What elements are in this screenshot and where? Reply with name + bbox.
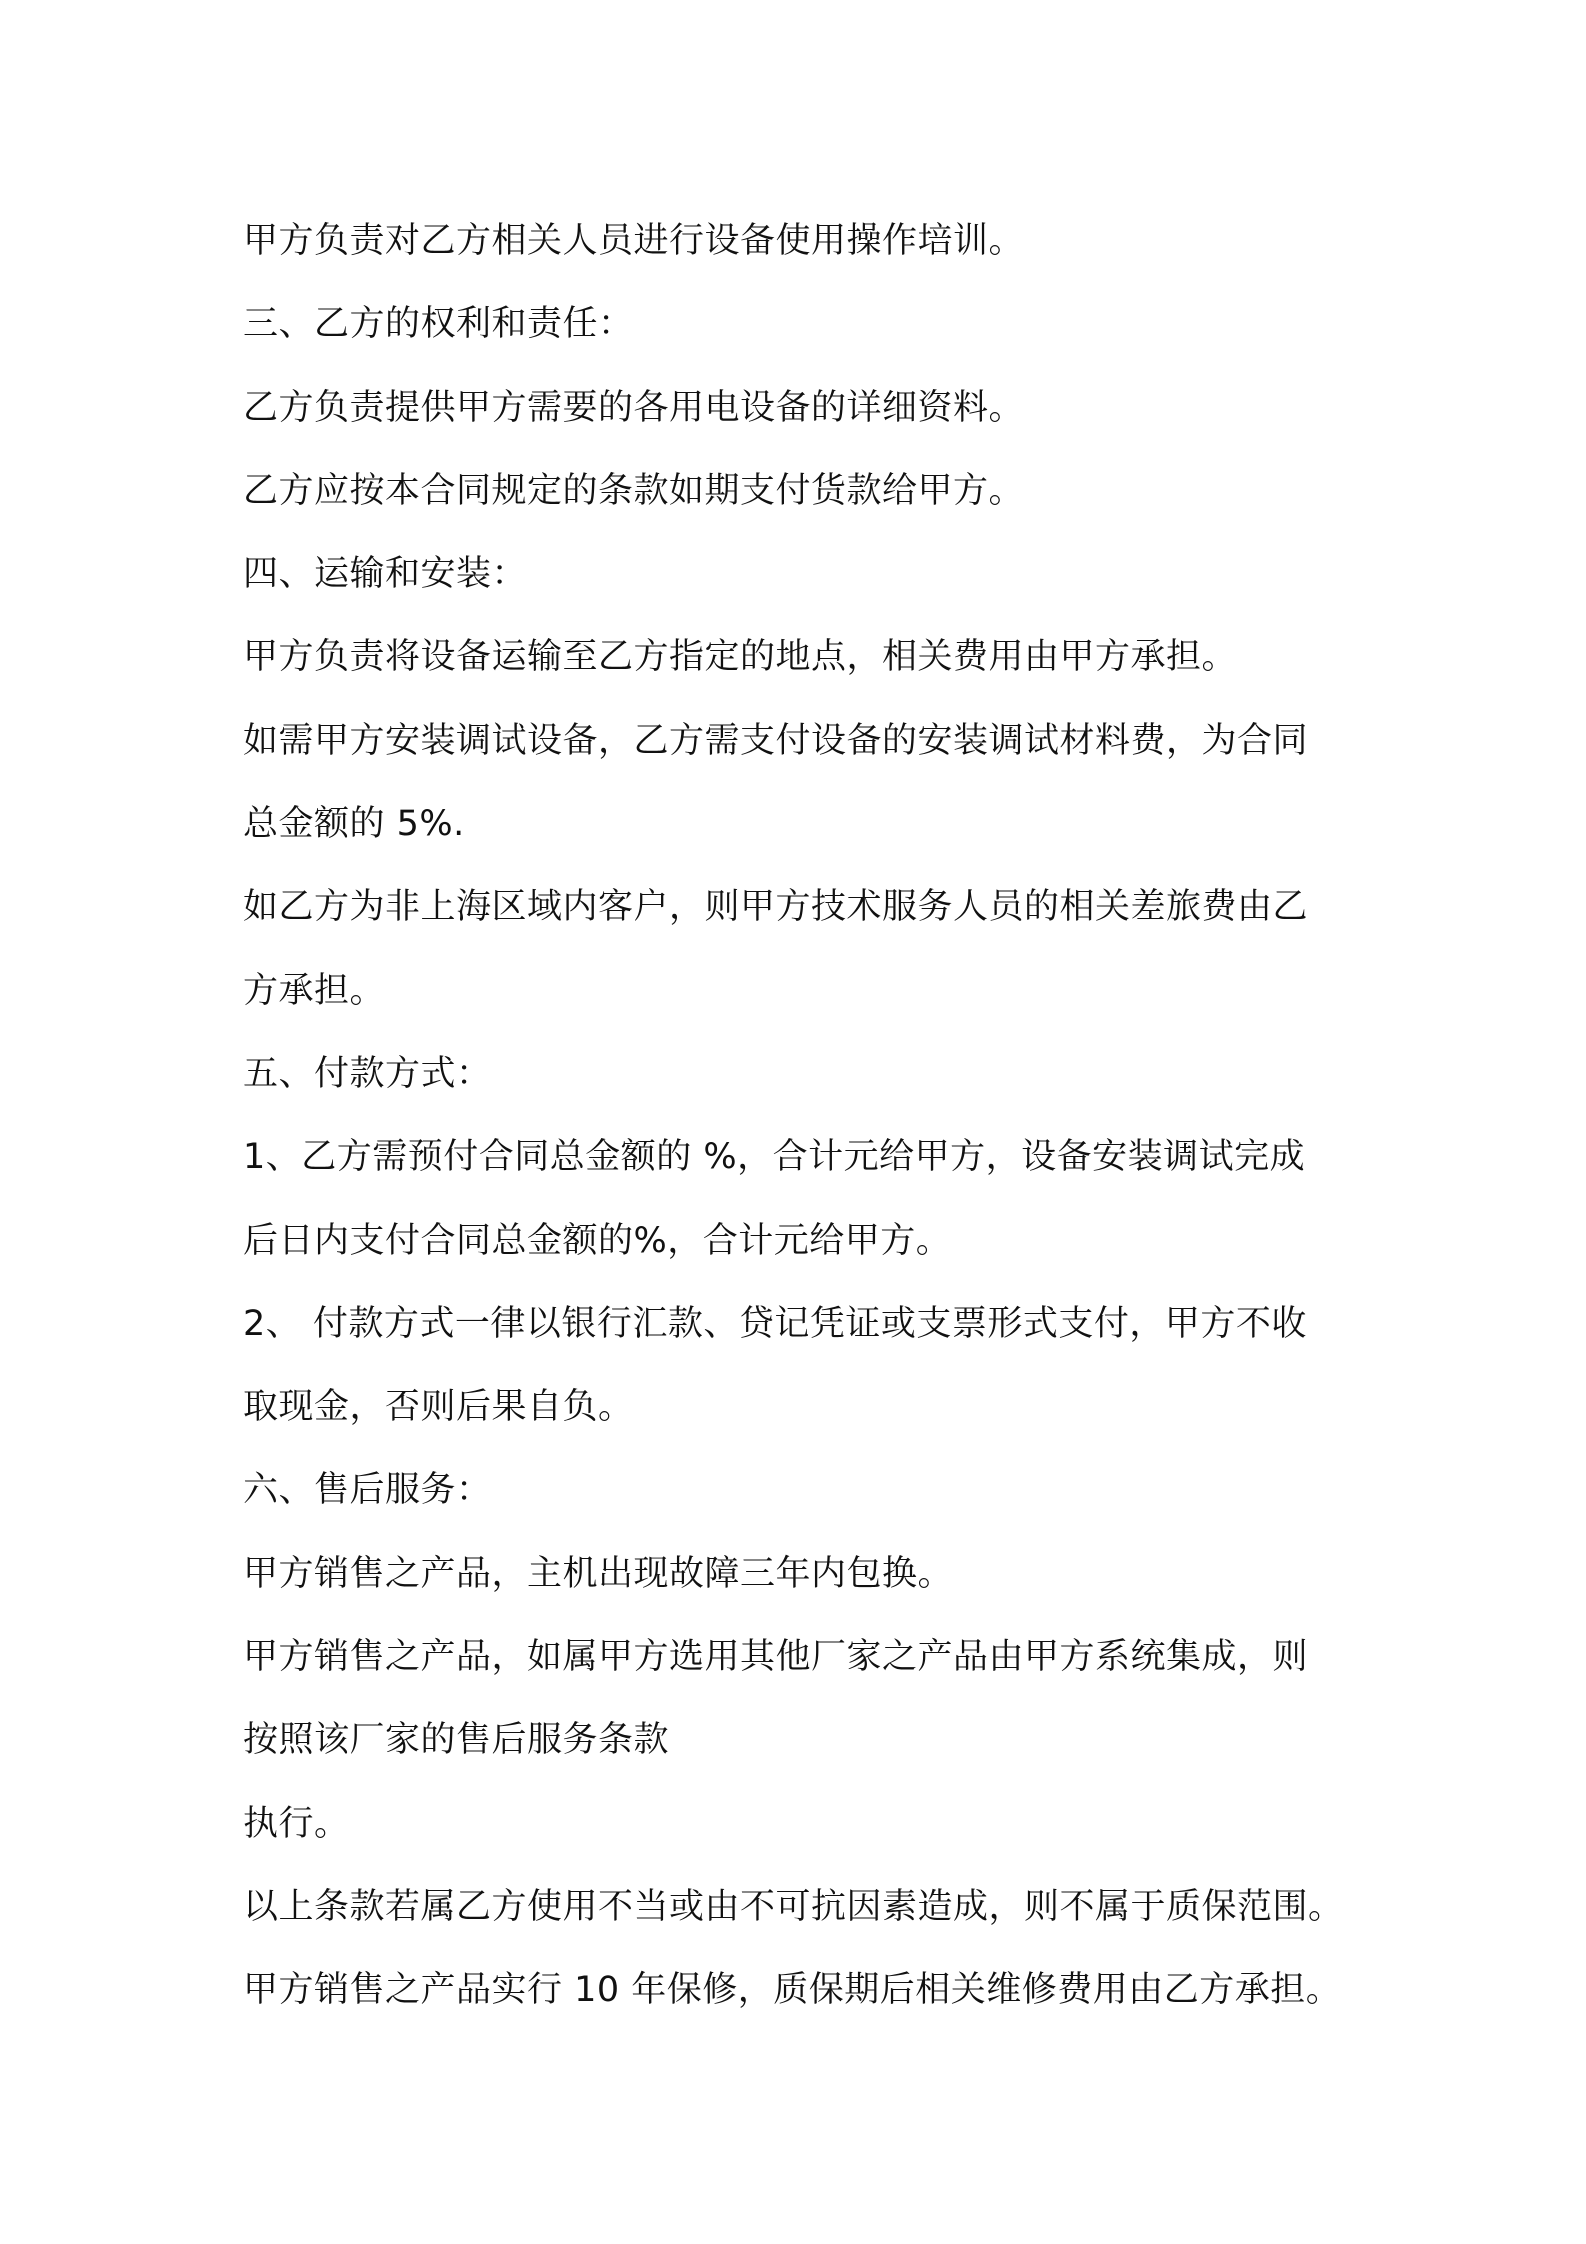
paragraph-travel-cost-cont: 方承担。 — [243, 970, 386, 1011]
paragraph-travel-cost: 如乙方为非上海区域内客户，则甲方技术服务人员的相关差旅费由乙 — [243, 887, 1309, 928]
paragraph-install-fee-cont: 总金额的 5%. — [243, 804, 465, 845]
paragraph-warranty-period: 甲方销售之产品实行 10 年保修，质保期后相关维修费用由乙方承担。 — [243, 1970, 1342, 2011]
paragraph-payment-form: 2、 付款方式一律以银行汇款、贷记凭证或支票形式支付，甲方不收 — [243, 1303, 1307, 1344]
paragraph-third-party-cont: 按照该厂家的售后服务条款 — [243, 1720, 670, 1761]
paragraph-replacement: 甲方销售之产品，主机出现故障三年内包换。 — [243, 1553, 954, 1594]
paragraph-prepayment: 1、乙方需预付合同总金额的 %，合计元给甲方，设备安装调试完成 — [243, 1137, 1306, 1178]
heading-payment-method: 五、付款方式： — [243, 1053, 492, 1094]
paragraph-install-fee: 如需甲方安装调试设备，乙方需支付设备的安装调试材料费，为合同 — [243, 720, 1309, 761]
paragraph-prepayment-cont: 后日内支付合同总金额的%，合计元给甲方。 — [243, 1220, 952, 1261]
heading-transport-install: 四、运输和安装： — [243, 554, 528, 595]
paragraph-training: 甲方负责对乙方相关人员进行设备使用操作培训。 — [243, 221, 1025, 261]
paragraph-payment-form-cont: 取现金，否则后果自负。 — [243, 1387, 634, 1428]
paragraph-third-party: 甲方销售之产品，如属甲方选用其他厂家之产品由甲方系统集成，则 — [243, 1637, 1309, 1678]
paragraph-payment-on-time: 乙方应按本合同规定的条款如期支付货款给甲方。 — [243, 470, 1025, 511]
paragraph-third-party-end: 执行。 — [243, 1803, 350, 1844]
document-body — [243, 200, 1363, 2033]
heading-after-sales: 六、售后服务： — [243, 1470, 492, 1511]
paragraph-provide-info: 乙方负责提供甲方需要的各用电设备的详细资料。 — [243, 387, 1025, 428]
paragraph-transport: 甲方负责将设备运输至乙方指定的地点，相关费用由甲方承担。 — [243, 637, 1238, 678]
heading-party-b-rights: 三、乙方的权利和责任： — [243, 304, 634, 345]
paragraph-warranty-exclusion: 以上条款若属乙方使用不当或由不可抗因素造成，则不属于质保范围。 — [243, 1886, 1344, 1927]
